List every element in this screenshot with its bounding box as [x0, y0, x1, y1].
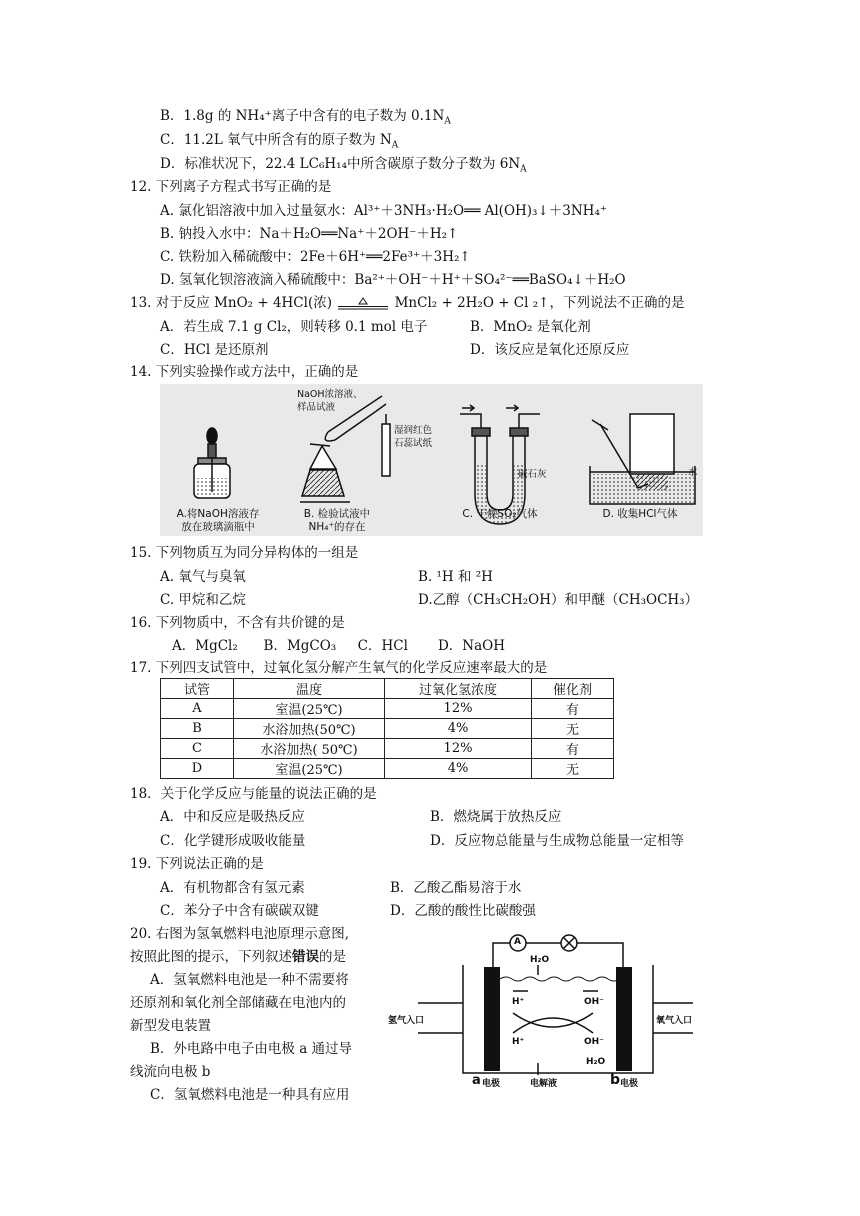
q13-stem: 13. 对于反应 MnO₂ + 4HCl(浓) MnCl₂ + 2H₂O + Cl ₂↑，下列说法不正确的是 — [130, 295, 685, 311]
fig-b-label-paper: 湿润红色 — [394, 425, 433, 436]
header-concentration: 过氧化氢浓度 — [385, 679, 532, 699]
ammeter-label: A — [514, 937, 521, 947]
heat-arrow — [336, 297, 390, 311]
electrode-a-letter: a — [472, 1073, 481, 1088]
water-top-label: H₂O — [530, 955, 550, 965]
cell: 4% — [385, 759, 532, 779]
electrode-b-label: 电极 — [620, 1079, 639, 1089]
q13-option-b: B．MnO₂ 是氧化剂 — [470, 319, 591, 335]
q19-option-a: A．有机物都含有氢元素 — [160, 880, 305, 896]
q13-option-d: D．该反应是氧化还原反应 — [470, 342, 630, 358]
q15-option-c: C. 甲烷和乙烷 — [160, 592, 246, 608]
cell: 无 — [532, 719, 614, 739]
fig-d-label-water: 水 — [688, 467, 698, 478]
electrolyte-label: 电解液 — [530, 1079, 558, 1089]
emphasis-not: 不 — [616, 295, 631, 311]
h-plus-upper-label: H⁺ — [512, 997, 525, 1007]
q20-option-a-line1: A．氢氧燃料电池是一种不需要将 — [150, 972, 349, 988]
fig-b-label-naoh: NaOH浓溶液、 — [297, 389, 363, 400]
cell: 有 — [532, 739, 614, 759]
caption-b: B. 检验试液中 NH₄⁺的存在 — [303, 508, 371, 533]
q20-option-a-line2: 还原剂和氧化剂全部储藏在电池内的 — [130, 995, 346, 1011]
q12-stem: 12. 下列离子方程式书写正确的是 — [130, 179, 332, 195]
cell: 室温(25℃) — [234, 699, 385, 719]
table-row — [161, 739, 614, 759]
q18-option-a: A．中和反应是吸热反应 — [160, 809, 305, 825]
q20-option-c-line1: C．氢氧燃料电池是一种具有应用 — [150, 1087, 350, 1103]
cell: A — [161, 699, 234, 719]
table-row — [161, 719, 614, 739]
header-temperature: 温度 — [234, 679, 385, 699]
q17-stem: 17. 下列四支试管中，过氧化氢分解产生氧气的化学反应速率最大的是 — [130, 660, 548, 676]
fig-c-label-agent: 碱石灰 — [518, 469, 547, 480]
q11-option-b: B．1.8g 的 NH₄⁺离子中含有的电子数为 $0.1N_A$ — [160, 108, 451, 127]
triangle-heat-icon — [336, 297, 390, 311]
fig-b-label-paper2: 石蕊试纸 — [394, 438, 433, 449]
cell: B — [161, 719, 234, 739]
header-tube: 试管 — [161, 679, 234, 699]
q12-option-a: A. 氯化铝溶液中加入过量氨水：Al³⁺＋3NH₃·H₂O══ Al(OH)₃↓＋3NH₄⁺ — [160, 203, 607, 219]
q16-options: A．MgCl₂ B．MgCO₃ C．HCl D．NaOH — [172, 638, 505, 654]
q19-option-d: D．乙酸的酸性比碳酸强 — [390, 903, 536, 919]
q15-option-d: D.乙醇（CH₃CH₂OH）和甲醚（CH₃OCH₃） — [418, 592, 699, 608]
cell: C — [161, 739, 234, 759]
q12-option-c: C. 铁粉加入稀硫酸中：2Fe＋6H⁺══2Fe³⁺＋3H₂↑ — [160, 249, 471, 265]
q12-option-d: D. 氢氧化钡溶液滴入稀硫酸中：Ba²⁺＋OH⁻＋H⁺＋SO₄²⁻══BaSO₄↓＋H₂O — [160, 272, 626, 288]
cell: 室温(25℃) — [234, 759, 385, 779]
cell: 水浴加热(50℃) — [234, 719, 385, 739]
electrode-a-label: 电极 — [482, 1079, 501, 1089]
q15-stem: 15. 下列物质互为同分异构体的一组是 — [130, 545, 359, 561]
q19-option-c: C．苯分子中含有碳碳双键 — [160, 903, 319, 919]
cell: 水浴加热( 50℃) — [234, 739, 385, 759]
oxygen-inlet-label: 氧气入口 — [656, 1016, 693, 1026]
electrode-b-letter: b — [610, 1072, 621, 1088]
h-plus-lower-label: H⁺ — [512, 1037, 525, 1047]
table-row — [161, 699, 614, 719]
emphasis-wrong: 错误 — [292, 949, 319, 965]
q15-option-a: A. 氧气与臭氧 — [160, 569, 246, 585]
caption-a: A.将NaOH溶液存 放在玻璃滴瓶中 — [176, 508, 260, 533]
table-row — [161, 759, 614, 779]
cell: 12% — [385, 699, 532, 719]
q19-option-b: B．乙酸乙酯易溶于水 — [390, 880, 522, 896]
q14-figure — [160, 384, 703, 536]
cell: 有 — [532, 699, 614, 719]
q20-option-b-line1: B．外电路中电子由电极 a 通过导 — [150, 1041, 353, 1057]
q11-option-c: C．11.2L 氧气中所含有的原子数为 $N_A$ — [160, 132, 399, 151]
q19-stem: 19. 下列说法正确的是 — [130, 856, 264, 872]
q18-stem: 18．关于化学反应与能量的说法正确的是 — [130, 786, 377, 802]
q16-stem: 16. 下列物质中，不含有共价键的是 — [130, 615, 345, 631]
q18-option-c: C．化学键形成吸收能量 — [160, 833, 306, 849]
q20-option-a-line3: 新型发电装置 — [130, 1018, 211, 1034]
q13-option-c: C．HCl 是还原剂 — [160, 342, 269, 358]
header-catalyst: 催化剂 — [532, 679, 614, 699]
q14-stem: 14. 下列实验操作或方法中，正确的是 — [130, 364, 359, 380]
table-header-row — [161, 679, 614, 699]
cell: 12% — [385, 739, 532, 759]
fig-b-label-sample: 样品试液 — [297, 402, 336, 413]
q17-table — [160, 678, 614, 779]
fuel-cell-svg — [388, 933, 718, 1091]
q15-option-b: B. ¹H 和 ²H — [418, 569, 493, 585]
q13-option-a: A．若生成 7.1 g Cl₂，则转移 0.1 mol 电子 — [160, 319, 428, 335]
hydrogen-inlet-label: 氢气入口 — [388, 1016, 425, 1026]
cell: 无 — [532, 759, 614, 779]
caption-d: D. 收集HCl气体 — [602, 508, 678, 520]
q11-option-d: D．标准状况下，22.4 LC₆H₁₄中所含碳原子数分子数为 $6N_A$ — [160, 156, 527, 175]
fuel-cell-diagram — [388, 933, 718, 1091]
oh-minus-upper-label: OH⁻ — [584, 997, 604, 1007]
q18-option-d: D．反应物总能量与生成物总能量一定相等 — [430, 833, 684, 849]
q12-option-b: B. 钠投入水中：Na＋H₂O══Na⁺＋2OH⁻＋H₂↑ — [160, 226, 459, 242]
water-bottom-label: H₂O — [586, 1057, 606, 1067]
cell: 4% — [385, 719, 532, 739]
oh-minus-lower-label: OH⁻ — [584, 1037, 604, 1047]
q20-stem-line1: 20. 右图为氢氧燃料电池原理示意图, — [130, 926, 350, 942]
caption-c: C. 干燥SO₂气体 — [462, 508, 538, 520]
q20-option-b-line2: 线流向电极 b — [130, 1064, 211, 1080]
q18-option-b: B．燃烧属于放热反应 — [430, 809, 562, 825]
q20-stem-line2: 按照此图的提示，下列叙述错误的是 — [130, 949, 346, 965]
cell: D — [161, 759, 234, 779]
